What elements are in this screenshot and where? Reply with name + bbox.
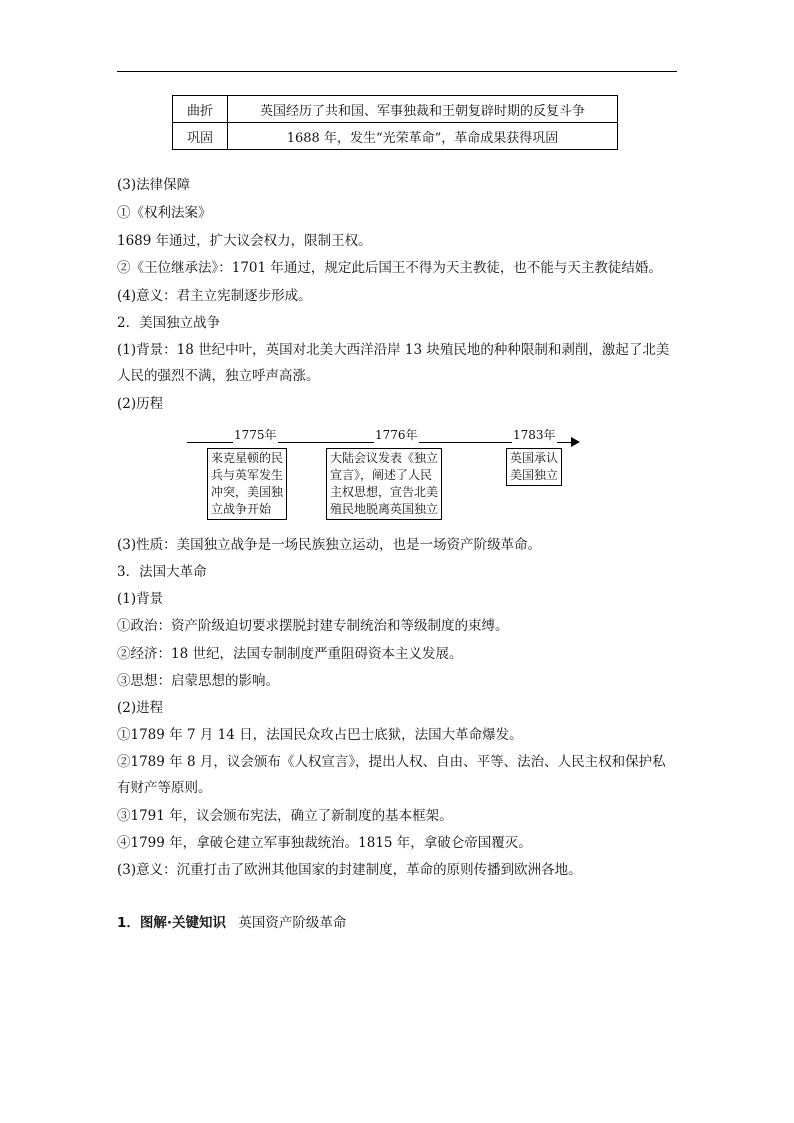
- paragraph: (1)背景：18 世纪中叶，英国对北美大西洋沿岸 13 块殖民地的种种限制和剥削，激起了北美: [117, 342, 670, 358]
- table-cell-value: 英国经历了共和国、军事独裁和王朝复辟时期的反复斗争: [228, 96, 618, 123]
- table-row: [173, 123, 618, 150]
- table-cell-key: 曲折: [173, 96, 228, 123]
- timeline-year: 1783年: [513, 428, 556, 442]
- paragraph: ②1789 年 8 月，议会颁布《人权宣言》，提出人权、自由、平等、法治、人民主权和保护私: [117, 754, 666, 770]
- section-title-text: 英国资产阶级革命: [238, 915, 347, 931]
- paragraph: ②《王位继承法》：1701 年通过，规定此后国王不得为天主教徒，也不能与天主教徒结婚。: [117, 260, 662, 276]
- table-row: [173, 96, 618, 123]
- paragraph: 人民的强烈不满，独立呼声高涨。: [117, 368, 320, 384]
- timeline-event-box: 英国承认 美国独立: [506, 448, 562, 486]
- timeline-event-box: 来克星顿的民 兵与英军发生 冲突，美国独 立战争开始: [207, 448, 287, 520]
- section-title-bold: 1．图解·关键知识: [117, 915, 227, 931]
- paragraph: (3)性质：美国独立战争是一场民族独立运动，也是一场资产阶级革命。: [117, 537, 542, 553]
- timeline-year: 1776年: [375, 428, 418, 442]
- section-heading: (2)进程: [117, 700, 164, 716]
- paragraph: (3)意义：沉重打击了欧洲其他国家的封建制度，革命的原则传播到欧洲各地。: [117, 862, 582, 878]
- paragraph: ①1789 年 7 月 14 日，法国民众攻占巴士底狱，法国大革命爆发。: [117, 727, 523, 743]
- header-rule: [117, 71, 677, 72]
- section-heading: (3)法律保障: [117, 177, 191, 193]
- paragraph: ③1791 年，议会颁布宪法，确立了新制度的基本框架。: [117, 808, 453, 824]
- paragraph: 有财产等原则。: [117, 780, 212, 796]
- table-cell-value: 1688 年，发生“光荣革命”，革命成果获得巩固: [228, 123, 618, 150]
- paragraph: ④1799 年，拿破仑建立军事独裁统治。1815 年，拿破仑帝国覆灭。: [117, 835, 532, 851]
- arrow-right-icon: [571, 437, 580, 447]
- timeline-year: 1775年: [234, 428, 277, 442]
- section-heading: (2)历程: [117, 396, 164, 412]
- section-title: [117, 914, 346, 932]
- paragraph: ③思想：启蒙思想的影响。: [117, 673, 279, 689]
- paragraph: ①政治：资产阶级迫切要求摆脱封建专制统治和等级制度的束缚。: [117, 618, 509, 634]
- timeline-diagram: [187, 424, 587, 524]
- section-heading: 3．法国大革命: [117, 564, 207, 580]
- paragraph: (4)意义：君主立宪制逐步形成。: [117, 288, 312, 304]
- section-heading: (1)背景: [117, 591, 164, 607]
- paragraph: 1689 年通过，扩大议会权力，限制王权。: [117, 233, 372, 249]
- paragraph: ①《权利法案》: [117, 205, 212, 221]
- paragraph: ②经济：18 世纪，法国专制制度严重阻碍资本主义发展。: [117, 646, 463, 662]
- section-heading: 2．美国独立战争: [117, 315, 221, 331]
- table-cell-key: 巩固: [173, 123, 228, 150]
- timeline-event-box: 大陆会议发表《独立 宣言》，阐述了人民 主权思想，宣告北美 殖民地脱离英国独立: [326, 448, 442, 520]
- summary-table: [172, 95, 618, 150]
